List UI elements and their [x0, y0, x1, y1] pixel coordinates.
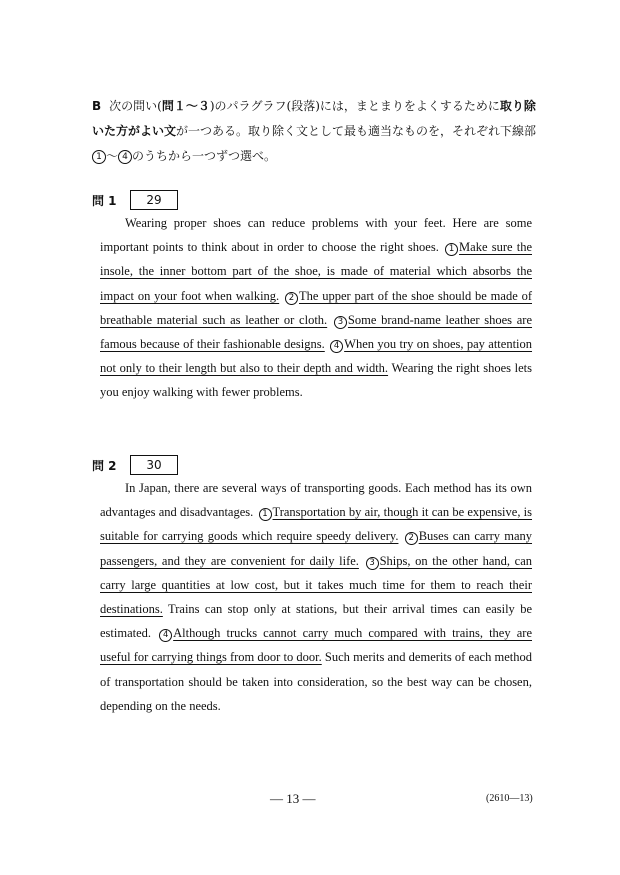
underlined-option: Ships, on the other hand, can carry large quantities at low cost, but it takes much time for them to reach their destinations. — [100, 553, 533, 617]
question-2-header — [92, 455, 178, 475]
underlined-option: Make sure the insole, the inner bottom part of the shoe, is made of material which absorbs the impact on your foot when walking. — [100, 240, 532, 303]
paragraph-text: Wearing proper shoes can reduce problems with your feet. Here are some important points to think about in order to choose the right shoes. — [100, 216, 532, 255]
paragraph-text: Such merits and demerits of each method of transportation should be taken into consideration, so the best way can be chosen, depending on the needs. — [100, 650, 533, 713]
instruction-bold: 問１～３ — [161, 99, 210, 113]
exam-code: (2610—13) — [486, 793, 533, 804]
instruction-part: )のパラグラフ(段落)には，まとまりをよくするために — [209, 99, 500, 113]
answer-box: 29 — [130, 190, 178, 210]
option-number: 2 — [285, 292, 298, 305]
question-label: 問 1 — [92, 193, 117, 208]
option-number: 3 — [366, 557, 379, 570]
option-number: 4 — [159, 629, 172, 642]
question-label: 問 2 — [92, 458, 117, 473]
underlined-option: Transportation by air, though it can be expensive, is suitable for carrying goods which require speedy delivery. — [100, 505, 533, 544]
instruction-part: 次の問い( — [109, 99, 162, 113]
underlined-option: Some brand-name leather shoes are famous because of their fashionable designs. — [100, 312, 533, 352]
instruction-bold: 取り除いた方がよい文 — [92, 99, 536, 138]
question-1-paragraph — [100, 211, 532, 405]
option-number: 1 — [259, 508, 272, 521]
underlined-option: The upper part of the shoe should be made of breathable material such as leather or cloth. — [100, 288, 532, 327]
option-number: 4 — [330, 340, 343, 353]
underlined-option: When you try on shoes, pay attention not only to their length but also to their depth and width. — [100, 337, 533, 376]
instruction-part: のうちから一つずつ選べ。 — [132, 149, 277, 163]
option-number: 2 — [405, 532, 418, 545]
page-number: — 13 — — [270, 791, 316, 806]
paragraph-text: In Japan, there are several ways of transporting goods. Each method has its own advantages and disadvantages. — [100, 481, 532, 520]
question-1-header — [92, 190, 178, 210]
underlined-option: Buses can carry many passengers, and they are convenient for daily life. — [100, 529, 533, 568]
instruction-part: ～ — [106, 149, 119, 163]
paragraph-text: Wearing the right shoes lets you enjoy walking with fewer problems. — [100, 361, 532, 400]
option-number: 3 — [334, 316, 347, 329]
question-2-paragraph — [100, 476, 532, 718]
answer-box: 30 — [130, 455, 178, 475]
circled-number: 4 — [118, 150, 132, 164]
circled-number: 1 — [92, 150, 106, 164]
instruction-part: が一つある。取り除く文として最も適当なものを，それぞれ下線部 — [176, 124, 537, 138]
option-number: 1 — [445, 243, 458, 256]
paragraph-text: Trains can stop only at stations, but their arrival times can easily be estimated. — [100, 602, 532, 641]
section-b-instructions — [92, 94, 540, 169]
underlined-option: Although trucks cannot carry much compared with trains, they are useful for carrying things from door to door. — [100, 626, 532, 665]
section-label: B — [92, 99, 102, 113]
